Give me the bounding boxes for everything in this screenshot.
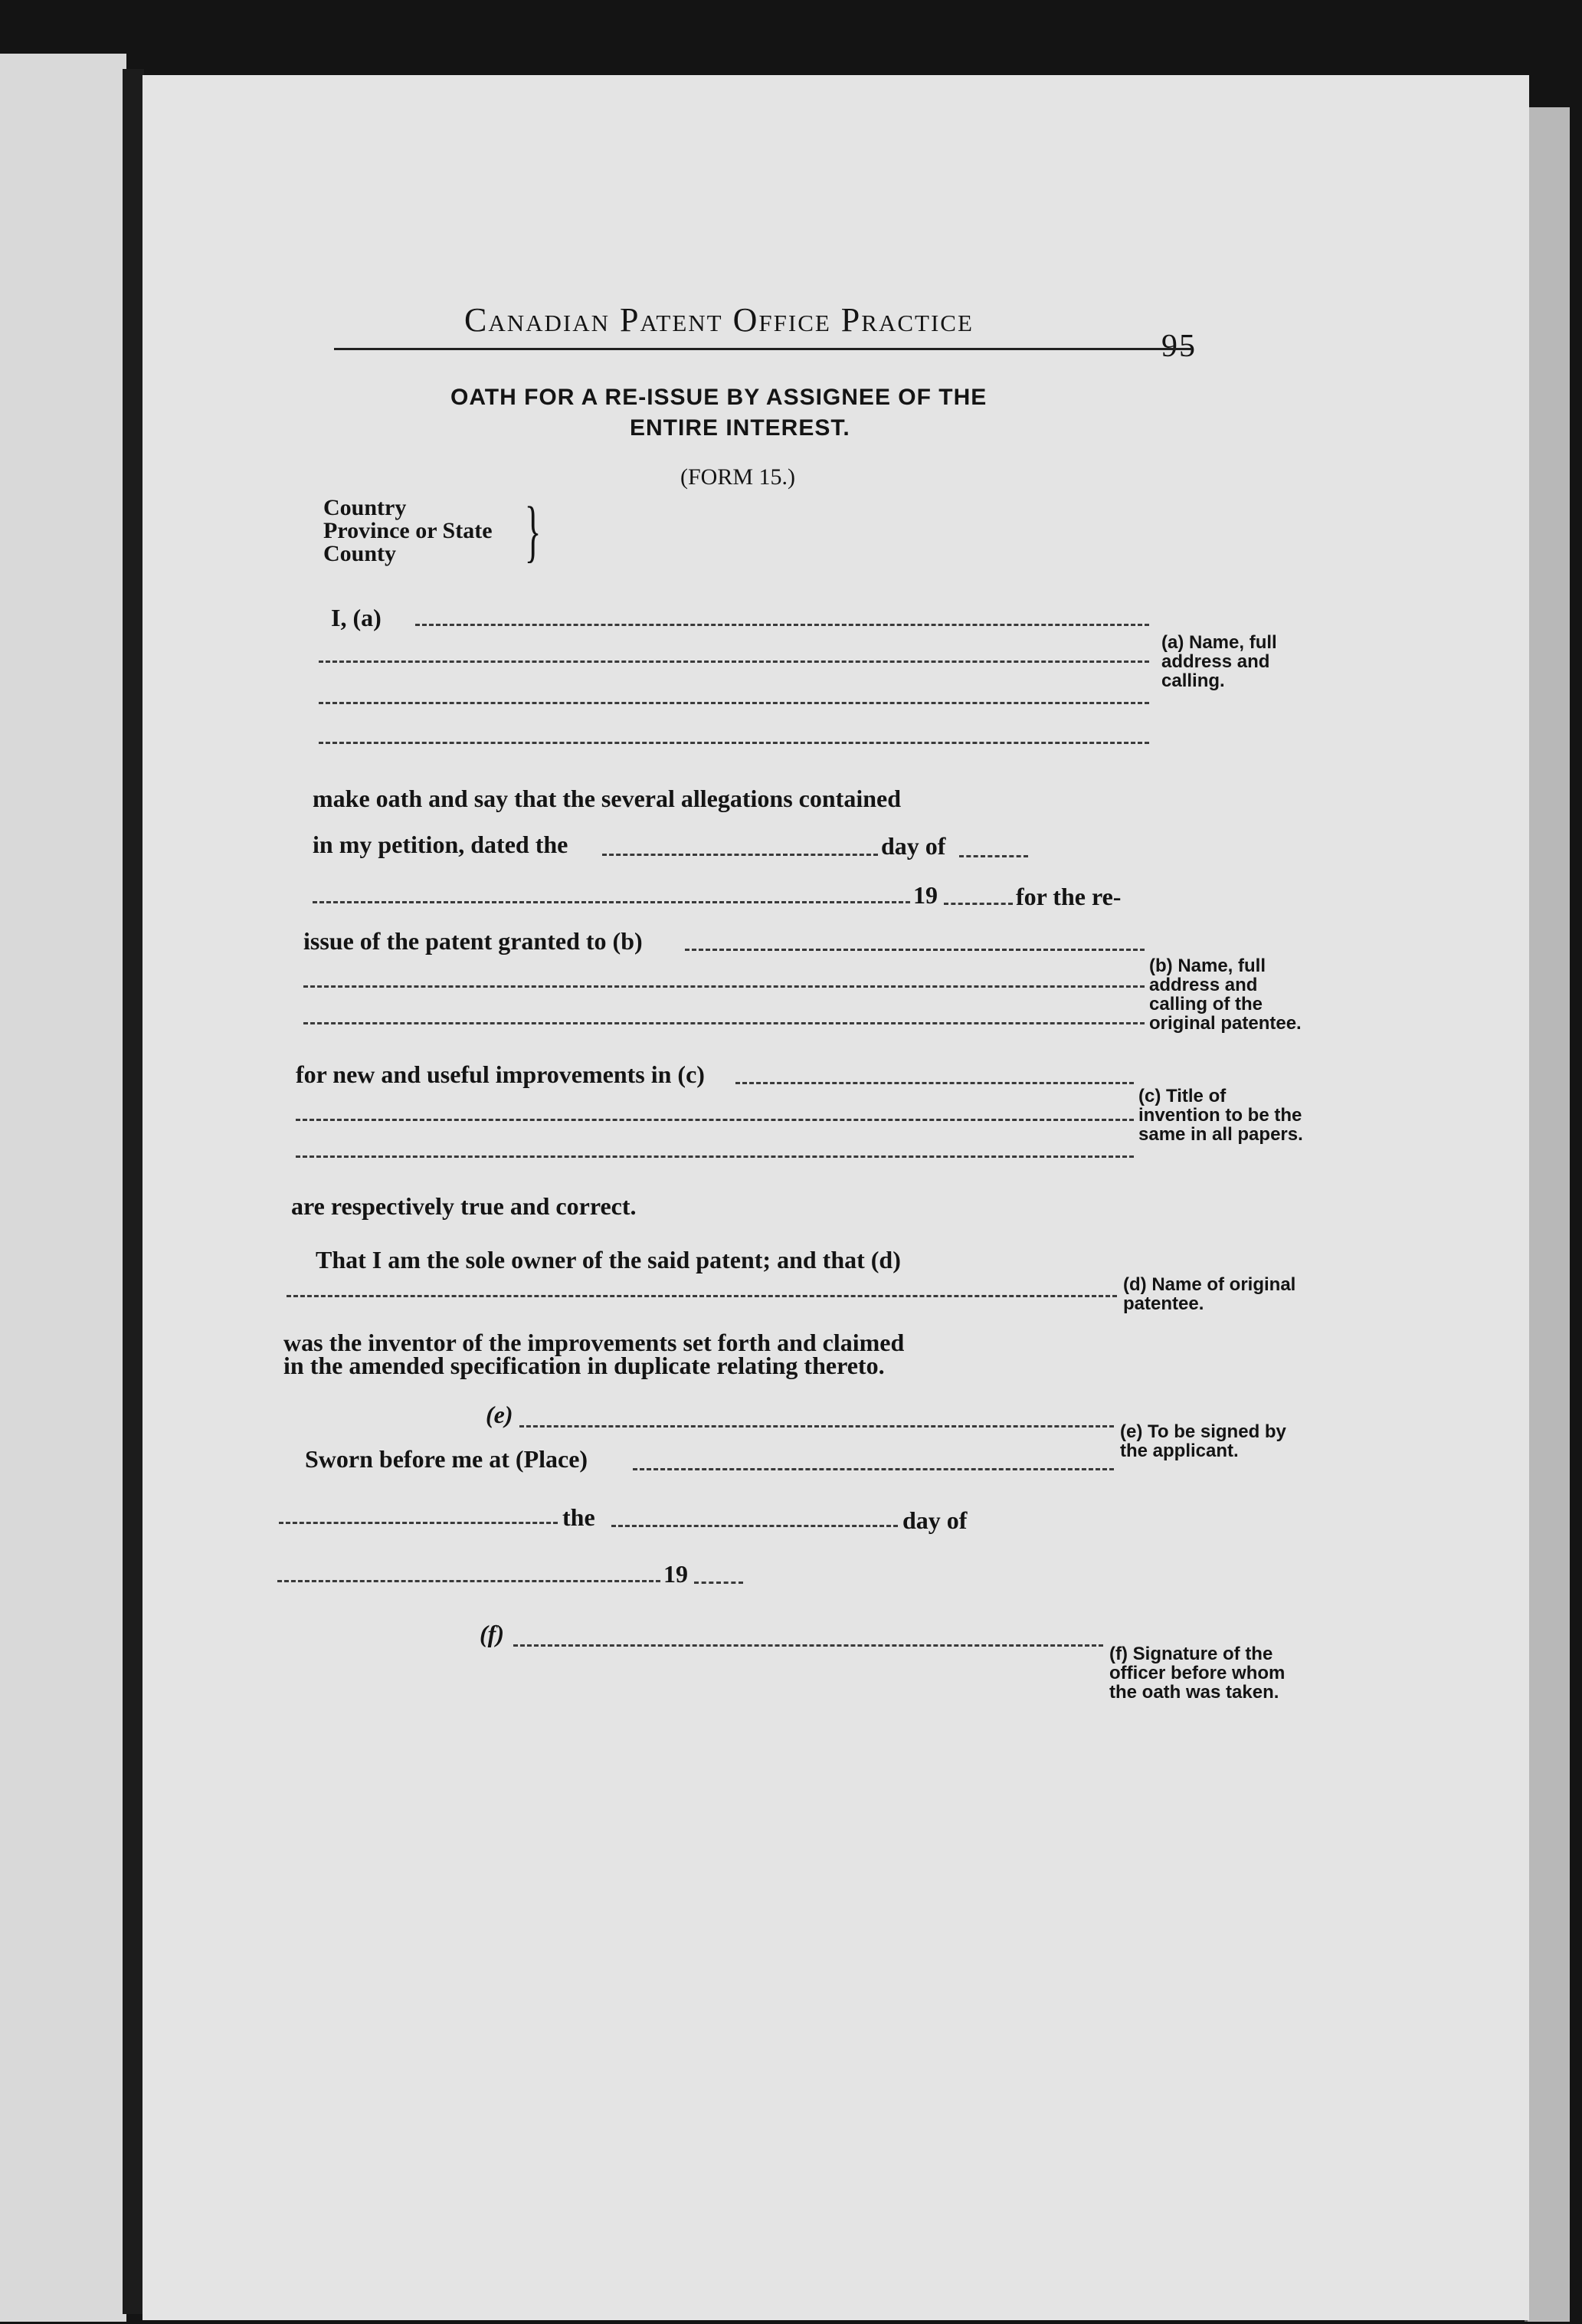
- blank-sworn-year[interactable]: [694, 1582, 743, 1584]
- running-title: Canadian Patent Office Practice: [464, 301, 974, 339]
- blank-petition-year[interactable]: [944, 903, 1013, 905]
- form-title-line2: ENTIRE INTEREST.: [630, 415, 850, 441]
- are-true-text: are respectively true and correct.: [291, 1192, 637, 1220]
- venue-country: Country: [323, 495, 407, 520]
- book-page: [142, 75, 1529, 2320]
- blank-a-line2[interactable]: [319, 660, 1149, 663]
- facing-page-edge: [0, 54, 126, 2322]
- blank-a-line3[interactable]: [319, 702, 1149, 704]
- year-19-text: 19: [913, 881, 938, 909]
- blank-a-line1[interactable]: [415, 624, 1149, 626]
- book-gutter: [123, 69, 144, 2314]
- inventor-line1: was the inventor of the improvements set forth and claimed: [283, 1329, 905, 1356]
- blank-c-line3[interactable]: [296, 1155, 1134, 1158]
- blank-b-line1[interactable]: [685, 949, 1145, 951]
- day-of-text: day of: [881, 832, 946, 860]
- improvements-text: for new and useful improvements in (c): [296, 1060, 705, 1088]
- blank-a-line4[interactable]: [319, 742, 1149, 744]
- sig-f-label: (f): [480, 1620, 504, 1647]
- day-of-2-text: day of: [902, 1506, 968, 1534]
- blank-b-line3[interactable]: [303, 1022, 1145, 1024]
- sworn-text: Sworn before me at (Place): [305, 1445, 588, 1473]
- blank-place[interactable]: [633, 1468, 1114, 1470]
- note-f: (f) Signature of the officer before whom the oath was taken.: [1109, 1644, 1286, 1703]
- the-text: the: [562, 1503, 595, 1531]
- petition-dated-text: in my petition, dated the: [313, 831, 568, 858]
- note-c: (c) Title of invention to be the same in all papers.: [1138, 1086, 1303, 1145]
- i-name-prefix: I, (a): [331, 604, 382, 631]
- blank-place-cont[interactable]: [279, 1522, 558, 1524]
- note-b: (b) Name, full address and calling of the original patentee.: [1149, 955, 1302, 1034]
- blank-d[interactable]: [287, 1295, 1117, 1297]
- note-e: (e) To be signed by the applicant.: [1120, 1421, 1286, 1461]
- venue-province: Province or State: [323, 518, 493, 543]
- for-re-text: for the re-: [1016, 883, 1122, 910]
- blank-sworn-month[interactable]: [277, 1580, 660, 1582]
- form-title-line1: OATH FOR A RE-ISSUE BY ASSIGNEE OF THE: [450, 385, 988, 410]
- sig-e-label: (e): [486, 1401, 513, 1428]
- blank-sig-f[interactable]: [513, 1644, 1103, 1647]
- blank-c-line2[interactable]: [296, 1119, 1134, 1121]
- issue-patent-text: issue of the patent granted to (b): [303, 927, 643, 955]
- blank-c-line1[interactable]: [735, 1082, 1134, 1084]
- year-19-2-text: 19: [663, 1560, 688, 1588]
- make-oath-text: make oath and say that the several allegations contained: [313, 785, 901, 812]
- inventor-line2: in the amended specification in duplicate relating thereto.: [283, 1352, 885, 1379]
- blank-b-line2[interactable]: [303, 985, 1145, 988]
- venue-brace: }: [524, 493, 542, 569]
- blank-sig-e[interactable]: [519, 1425, 1114, 1428]
- note-a: (a) Name, full address and calling.: [1161, 632, 1277, 691]
- venue-county: County: [323, 541, 397, 566]
- header-rule: [334, 348, 1192, 350]
- blank-petition-month-cont[interactable]: [313, 901, 910, 903]
- sole-owner-text: That I am the sole owner of the said patent; and that (d): [316, 1246, 901, 1273]
- blank-petition-day[interactable]: [602, 854, 878, 856]
- form-number: (FORM 15.): [680, 464, 796, 490]
- page-stack-edge: [1525, 107, 1570, 2322]
- note-d: (d) Name of original patentee.: [1123, 1274, 1296, 1314]
- page-number: 95: [1161, 329, 1197, 364]
- blank-petition-month[interactable]: [959, 855, 1028, 857]
- blank-sworn-day[interactable]: [611, 1525, 898, 1527]
